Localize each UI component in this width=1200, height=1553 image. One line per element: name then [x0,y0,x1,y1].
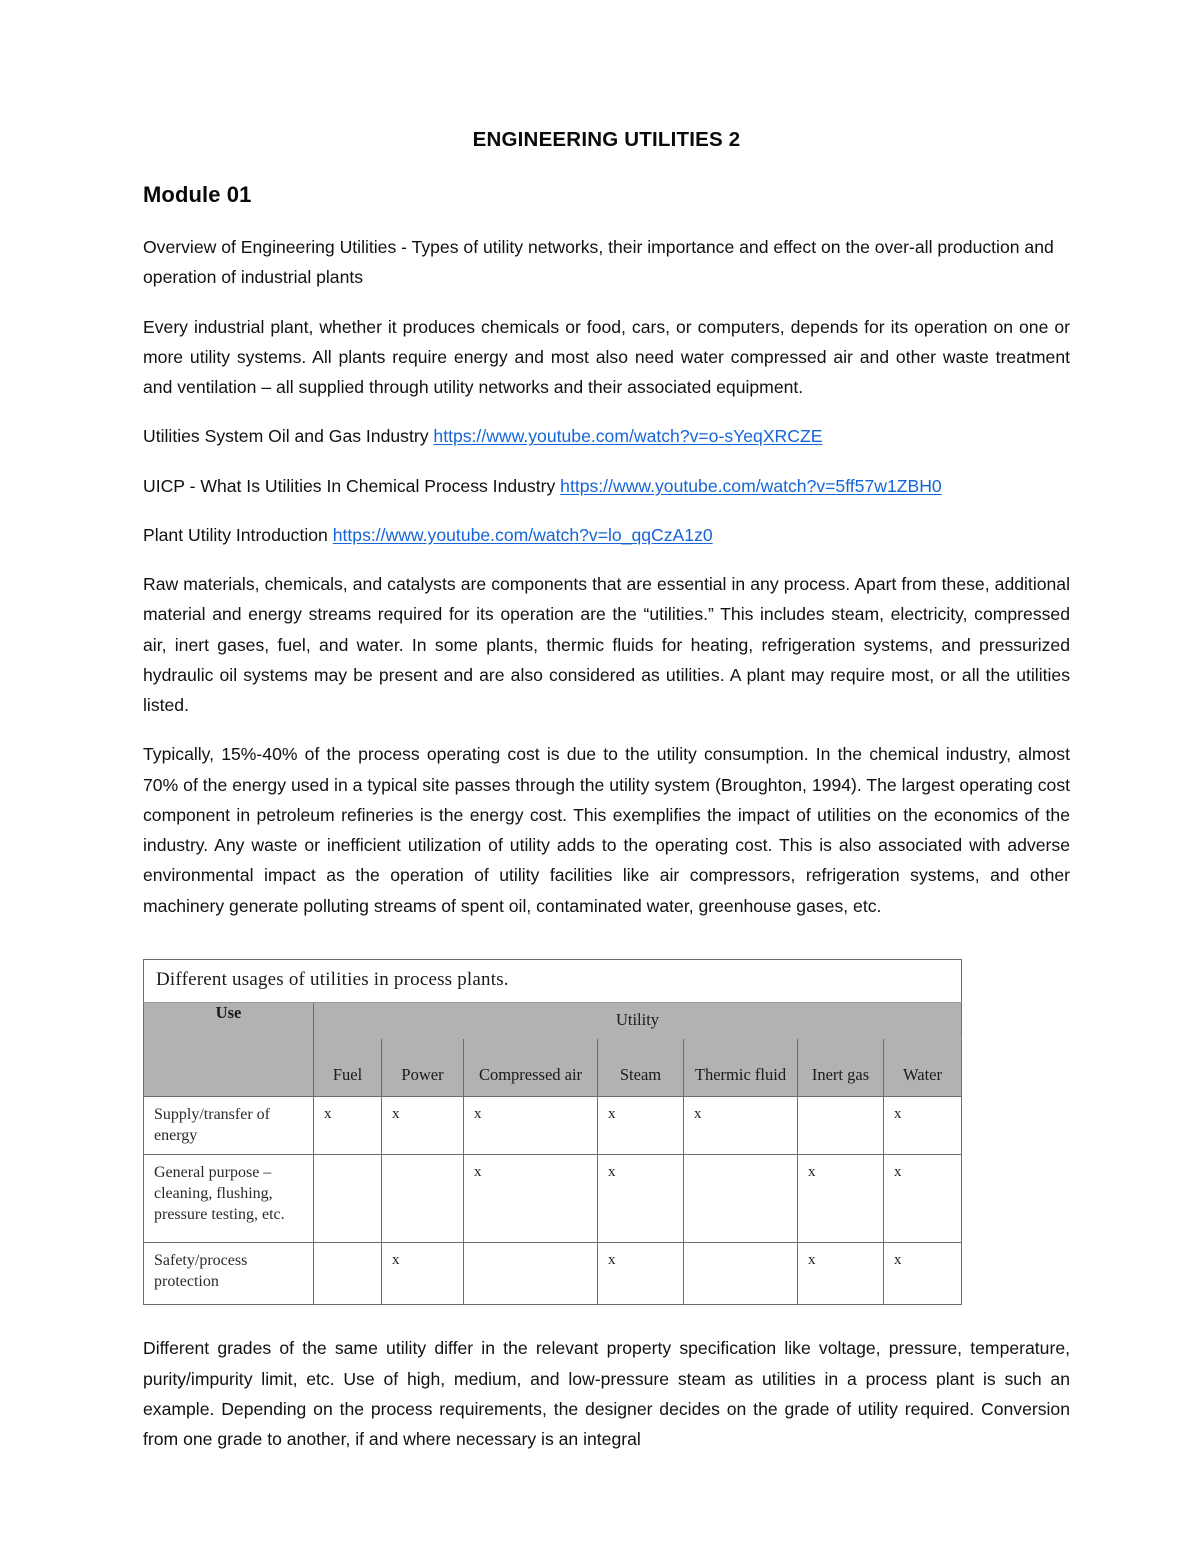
cell-safety-inert-gas: x [798,1243,884,1305]
table-row [144,1096,962,1155]
link-prefix-1: Utilities System Oil and Gas Industry [143,426,434,447]
cell-supply-compressed-air: x [464,1096,598,1155]
cell-safety-fuel [314,1243,382,1305]
use-header-cell [144,1002,314,1096]
cell-general-fuel [314,1155,382,1243]
paragraph-1: Every industrial plant, whether it produces chemicals or food, cars, or computers, depends for its operation on one or more utility systems. All plants require energy and most also need water compressed air and other waste treatment and ventilation – all supplied through utility networks and their associated equipment. [143,316,1070,397]
cell-safety-steam: x [598,1243,684,1305]
youtube-link-1[interactable]: https://www.youtube.com/watch?v=o-sYeqXRCZE [433,426,823,447]
cell-supply-thermic-fluid: x [684,1096,798,1155]
cell-general-inert-gas: x [798,1155,884,1243]
cell-supply-power: x [382,1096,464,1155]
row-label-supply-transfer: Supply/transfer of energy [144,1096,314,1155]
page-title: ENGINEERING UTILITIES 2 [472,128,741,151]
row-label-general-purpose: General purpose – cleaning, flushing, pressure testing, etc. [144,1155,314,1243]
paragraph-4: Different grades of the same utility differ in the relevant property specification like voltage, pressure, temperature, purity/impurity limit, etc. Use of high, medium, and low-pressure steam as utilities in a process plant is such an example. Depending on the process requirements, the designer decides on the grade of utility required. Conversion from one grade to another, if and where necessary is an integral [143,1338,1070,1450]
column-header-thermic-fluid: Thermic fluid [684,1038,798,1096]
module-heading: Module 01 [143,182,252,207]
row-label-safety-process: Safety/process protection [144,1243,314,1305]
column-header-steam: Steam [598,1038,684,1096]
cell-supply-steam: x [598,1096,684,1155]
link-prefix-3: Plant Utility Introduction [143,524,333,545]
utilities-usage-table [143,959,962,1306]
table-row [144,1155,962,1243]
cell-general-thermic-fluid [684,1155,798,1243]
youtube-link-2[interactable]: https://www.youtube.com/watch?v=5ff57w1ZBH0 [560,475,942,496]
use-column-header: Use [215,1002,242,1022]
table-group-header-row [144,1002,962,1038]
link-line-1 [143,421,1070,451]
column-header-water: Water [884,1038,962,1096]
utility-group-header: Utility [314,1002,962,1038]
cell-general-compressed-air: x [464,1155,598,1243]
column-header-compressed-air: Compressed air [464,1038,598,1096]
cell-supply-inert-gas [798,1096,884,1155]
paragraph-2: Raw materials, chemicals, and catalysts are components that are essential in any process. Apart from these, additional material and energy streams required for its operation are the “utilities.” This includes steam, electricity, compressed air, inert gases, fuel, and water. In some plants, thermic fluids for heating, refrigeration systems, and pressurized hydraulic oil systems may be present and are also considered as utilities. A plant may require most, or all the utilities listed. [143,574,1070,715]
cell-supply-water: x [884,1096,962,1155]
column-header-fuel: Fuel [314,1038,382,1096]
cell-general-power [382,1155,464,1243]
link-prefix-2: UICP - What Is Utilities In Chemical Process Industry [143,475,561,496]
overview-paragraph: Overview of Engineering Utilities - Types of utility networks, their importance and effect on the over-all production and operation of industrial plants [143,237,1054,288]
cell-safety-thermic-fluid [684,1243,798,1305]
youtube-link-3[interactable]: https://www.youtube.com/watch?v=lo_qqCzA1z0 [332,524,713,545]
link-line-3 [143,520,1070,550]
cell-safety-compressed-air [464,1243,598,1305]
table-caption-row [144,959,962,1002]
cell-supply-fuel: x [314,1096,382,1155]
utilities-table-container [143,959,961,1306]
column-header-power: Power [382,1038,464,1096]
cell-general-water: x [884,1155,962,1243]
table-caption: Different usages of utilities in process plants. [144,959,962,1002]
column-header-inert-gas: Inert gas [798,1038,884,1096]
cell-safety-power: x [382,1243,464,1305]
link-line-2 [143,471,1070,501]
cell-safety-water: x [884,1243,962,1305]
paragraph-3: Typically, 15%-40% of the process operating cost is due to the utility consumption. In the chemical industry, almost 70% of the energy used in a typical site passes through the utility system (Broughton, 1994). The largest operating cost component in petroleum refineries is the energy cost. This exemplifies the impact of utilities on the economics of the industry. Any waste or inefficient utilization of utility adds to the operating cost. This is also associated with adverse environmental impact as the operation of utility facilities like air compressors, refrigeration systems, and other machinery generate polluting streams of spent oil, contaminated water, greenhouse gases, etc. [143,744,1070,916]
table-row [144,1243,962,1305]
cell-general-steam: x [598,1155,684,1243]
